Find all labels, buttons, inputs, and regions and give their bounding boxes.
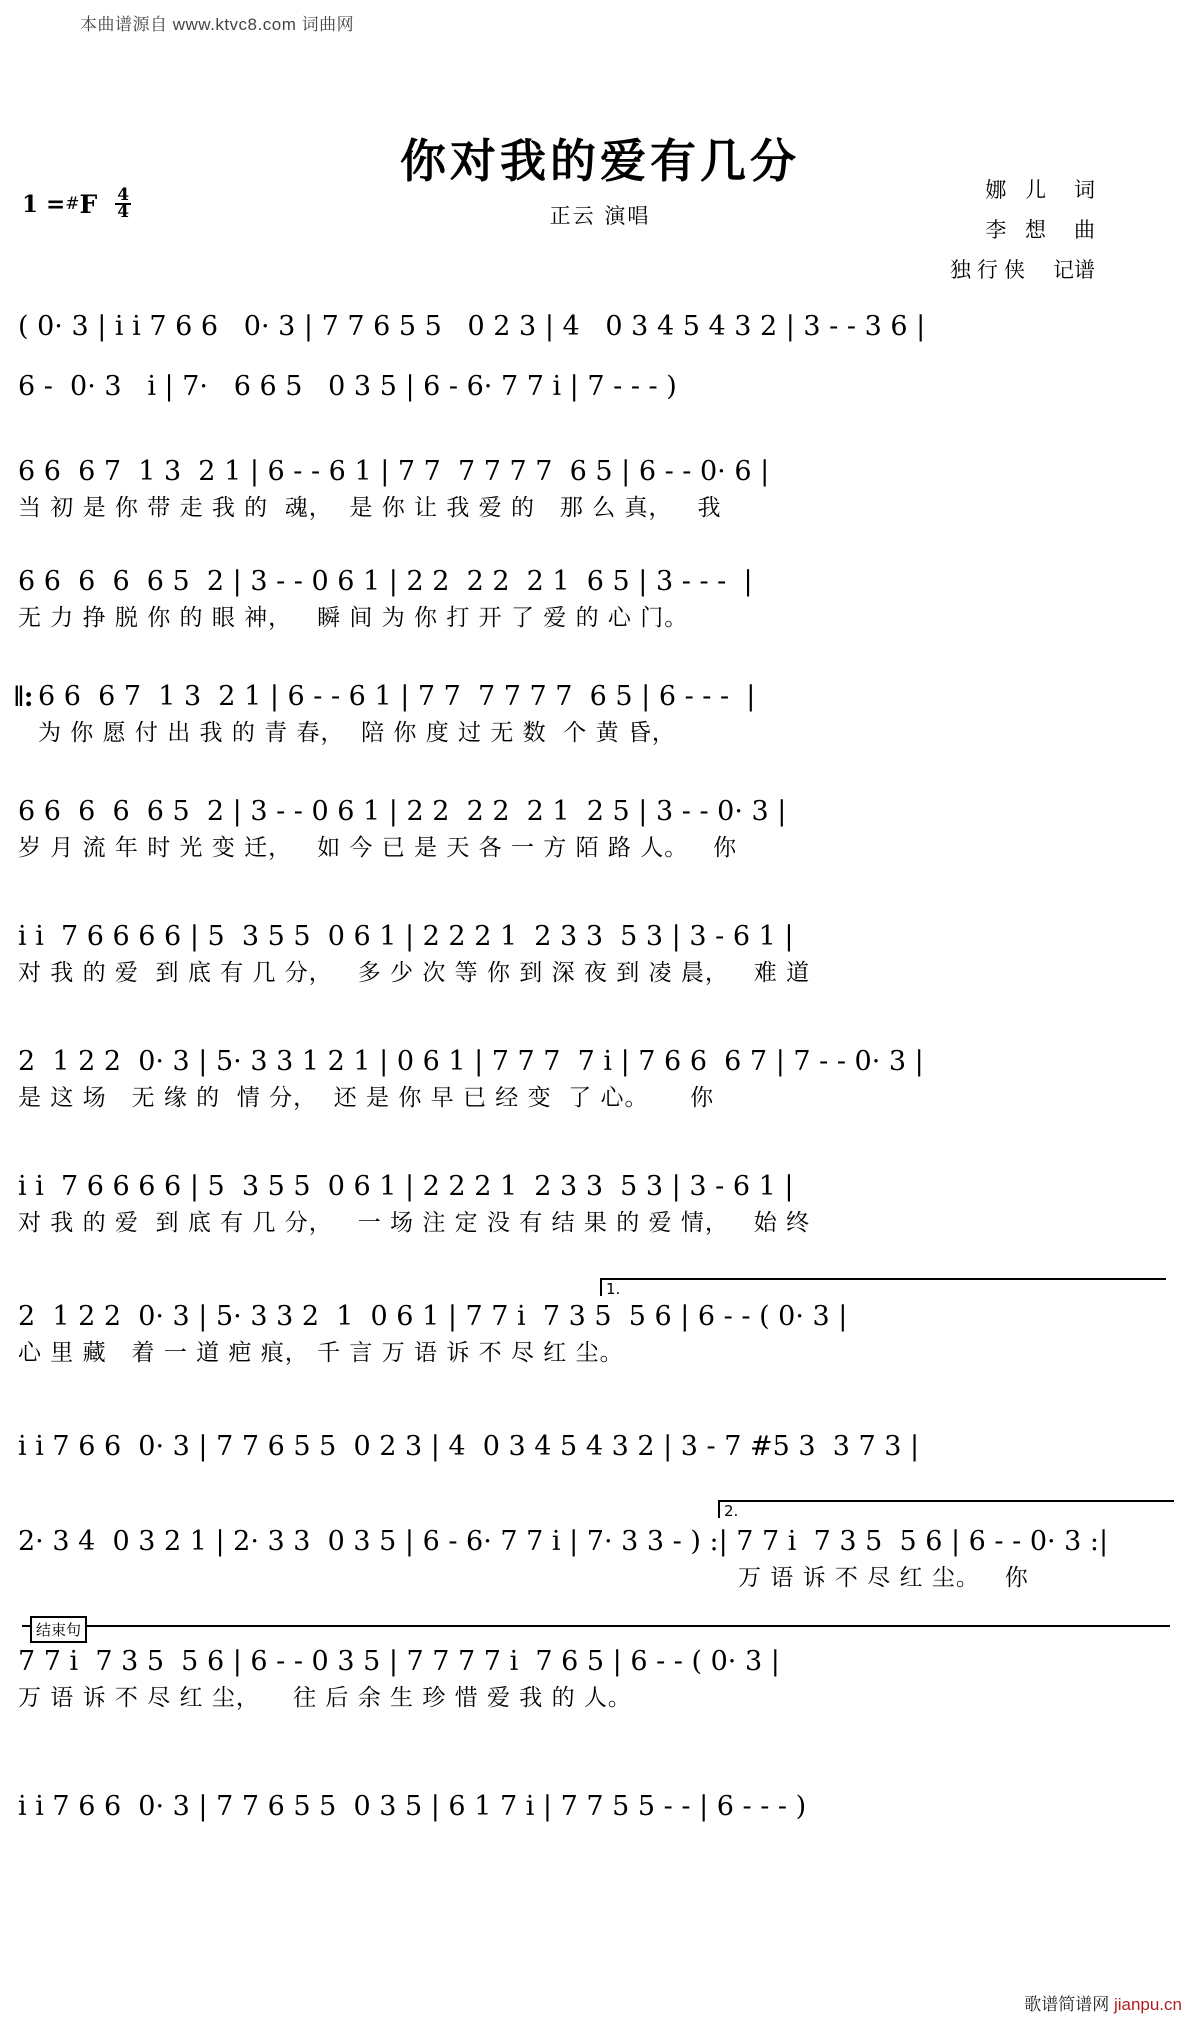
- score-line-chorus-2b: [18, 1300, 1186, 1368]
- score-line-chorus-1a: [18, 920, 1186, 988]
- key-label: 1 =: [22, 190, 66, 218]
- volta-bracket-1: 1.: [600, 1278, 1166, 1296]
- credit-composer: [950, 210, 1095, 250]
- time-signature-numerator: 4: [117, 185, 130, 205]
- lyrics: 心 里 藏 着 一 道 疤 痕， 千 言 万 语 诉 不 尽 红 尘。: [18, 1340, 624, 1366]
- notation: i i 7 6 6 6 6 | 5 3 5 5 0 6 1 | 2 2 2 1 2 3 3 5 3 | 3 - 6 1 |: [18, 921, 794, 952]
- page-title: 你对我的爱有几分: [400, 134, 800, 188]
- credit-transcriber: [950, 250, 1095, 290]
- credit-lyricist: [950, 170, 1095, 210]
- key-signature: [22, 185, 131, 222]
- notation: 6 6 6 6 6 5 2 | 3 - - 0 6 1 | 2 2 2 2 2 1 2 5 | 3 - - 0· 3 |: [18, 796, 787, 827]
- notation: i i 7 6 6 0· 3 | 7 7 6 5 5 0 2 3 | 4 0 3 4 5 4 3 2 | 3 - 7 #5 3 3 7 3 |: [18, 1431, 920, 1462]
- notation: ( 0· 3 | i i 7 6 6 0· 3 | 7 7 6 5 5 0 2 3 | 4 0 3 4 5 4 3 2 | 3 - - 3 6 |: [18, 311, 926, 342]
- lyrics: 万 语 诉 不 尽 红 尘， 往 后 余 生 珍 惜 爱 我 的 人。: [18, 1685, 632, 1711]
- notation: 6 6 6 7 1 3 2 1 | 6 - - 6 1 | 7 7 7 7 7 7 6 5 | 6 - - 0· 6 |: [18, 456, 770, 487]
- repeat-start-barline: ‖:: [14, 680, 34, 713]
- credit-role: 曲: [1074, 218, 1095, 242]
- score-line-interlude-2: [18, 1525, 1186, 1593]
- notation: i i 7 6 6 6 6 | 5 3 5 5 0 6 1 | 2 2 2 1 2 3 3 5 3 | 3 - 6 1 |: [18, 1171, 794, 1202]
- credits-block: [950, 170, 1095, 290]
- top-watermark: 本曲谱源自 www.ktvc8.com 词曲网: [80, 15, 355, 34]
- lyrics: 对 我 的 爱 到 底 有 几 分， 一 场 注 定 没 有 结 果 的 爱 情， 始 终: [18, 1210, 811, 1236]
- lyrics: 无 力 挣 脱 你 的 眼 神， 瞬 间 为 你 打 开 了 爱 的 心 门。: [18, 605, 689, 631]
- notation: 2 1 2 2 0· 3 | 5· 3 3 2 1 0 6 1 | 7 7 i 7 3 5 5 6 | 6 - - ( 0· 3 |: [18, 1301, 848, 1332]
- score-line-verse-1b: [18, 565, 1186, 633]
- notation: i i 7 6 6 0· 3 | 7 7 6 5 5 0 3 5 | 6 1 7 i | 7 7 5 5 - - | 6 - - - ): [18, 1791, 807, 1822]
- score-line-intro-1: [18, 310, 1186, 344]
- notation: 2· 3 4 0 3 2 1 | 2· 3 3 0 3 5 | 6 - 6· 7 7 i | 7· 3 3 - ) :| 7 7 i 7 3 5 5 6 | 6 - - 0· 3 :|: [18, 1526, 1109, 1557]
- credit-name: 李 想: [985, 218, 1052, 242]
- score-line-ending-1: [18, 1645, 1186, 1713]
- score-line-chorus-1b: [18, 1045, 1186, 1113]
- bottom-watermark-site: 歌谱简谱网: [1024, 1995, 1110, 2014]
- notation: 6 6 6 7 1 3 2 1 | 6 - - 6 1 | 7 7 7 7 7 7 6 5 | 6 - - - |: [38, 681, 756, 712]
- score-line-intro-2: [18, 370, 1186, 404]
- credit-name: 独行侠: [950, 258, 1031, 282]
- score-line-ending-2: [18, 1790, 1186, 1824]
- lyrics: 岁 月 流 年 时 光 变 迁， 如 今 已 是 天 各 一 方 陌 路 人。 你: [18, 835, 738, 861]
- credit-role: 词: [1074, 178, 1095, 202]
- performer-subtitle: 正云 演唱: [549, 204, 651, 228]
- key-accidental-icon: #: [65, 194, 80, 214]
- key-tone: F: [79, 189, 98, 219]
- credit-name: 娜 儿: [985, 178, 1052, 202]
- lyrics: 当 初 是 你 带 走 我 的 魂， 是 你 让 我 爱 的 那 么 真， 我: [18, 495, 722, 521]
- lyrics: 万 语 诉 不 尽 红 尘。 你: [738, 1565, 1029, 1591]
- score-line-chorus-2a: [18, 1170, 1186, 1238]
- bottom-watermark: [1024, 1990, 1182, 2015]
- score-line-interlude-1: [18, 1430, 1186, 1464]
- time-signature-denominator: 4: [117, 202, 130, 222]
- lyrics: 对 我 的 爱 到 底 有 几 分， 多 少 次 等 你 到 深 夜 到 凌 晨， 难 道: [18, 960, 811, 986]
- volta-bracket-2: 2.: [718, 1500, 1174, 1518]
- time-signature: [115, 185, 131, 222]
- notation: 6 - 0· 3 i | 7· 6 6 5 0 3 5 | 6 - 6· 7 7 i | 7 - - - ): [18, 371, 677, 402]
- notation: 7 7 i 7 3 5 5 6 | 6 - - 0 3 5 | 7 7 7 7 i 7 6 5 | 6 - - ( 0· 3 |: [18, 1646, 780, 1677]
- ending-phrase-label: 结束句: [30, 1616, 87, 1643]
- score-line-verse-2a: [38, 680, 1186, 748]
- credit-role: 记谱: [1053, 258, 1095, 282]
- notation: 6 6 6 6 6 5 2 | 3 - - 0 6 1 | 2 2 2 2 2 1 6 5 | 3 - - - |: [18, 566, 753, 597]
- lyrics: 是 这 场 无 缘 的 情 分， 还 是 你 早 已 经 变 了 心。 你: [18, 1085, 715, 1111]
- score-line-verse-2b: [18, 795, 1186, 863]
- notation: 2 1 2 2 0· 3 | 5· 3 3 1 2 1 | 0 6 1 | 7 7 7 7 i | 7 6 6 6 7 | 7 - - 0· 3 |: [18, 1046, 924, 1077]
- bottom-watermark-url: jianpu.cn: [1113, 1995, 1182, 2014]
- lyrics: 为 你 愿 付 出 我 的 青 春， 陪 你 度 过 无 数 个 黄 昏，: [38, 720, 676, 746]
- ending-section-rule: [22, 1625, 1170, 1627]
- score-line-verse-1a: [18, 455, 1186, 523]
